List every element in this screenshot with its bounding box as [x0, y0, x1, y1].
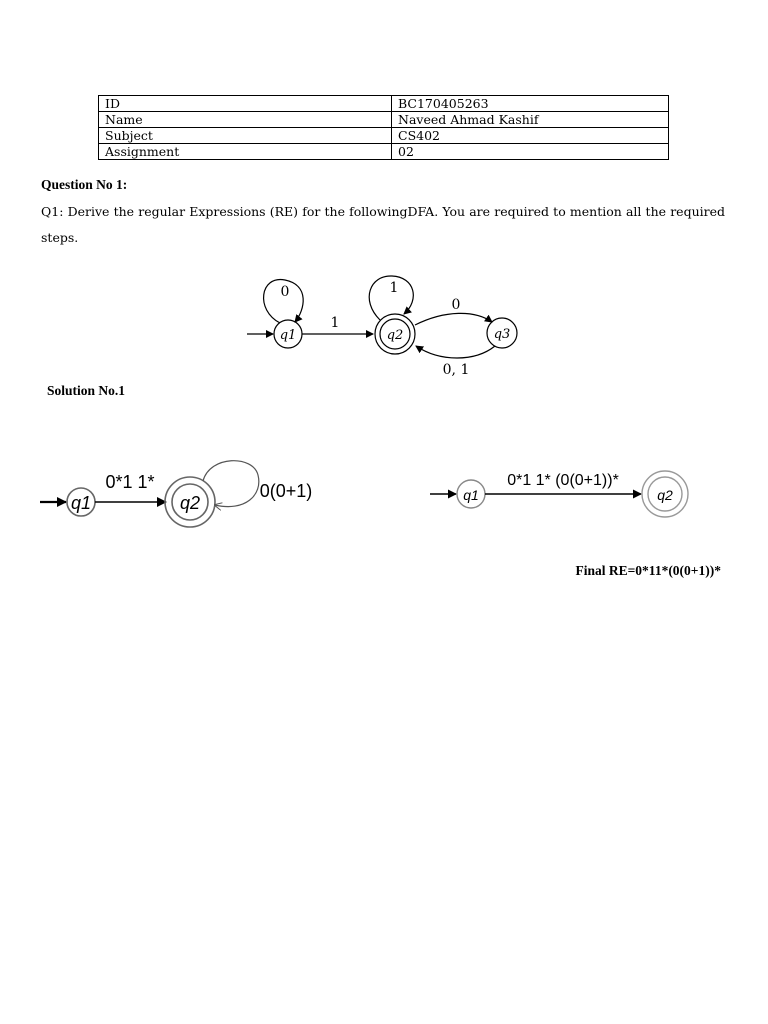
edge-q3-q2-label: 0, 1: [442, 362, 470, 378]
loop-q2-label: 1: [389, 280, 399, 296]
question-heading: Question No 1:: [41, 177, 128, 192]
table-value: 02: [392, 144, 669, 160]
solution-step1-diagram: [35, 450, 320, 550]
edge-q1-q2-label: 1: [330, 315, 340, 331]
state-q1-label: q1: [463, 487, 479, 503]
table-row: [99, 112, 669, 128]
state-q1: [67, 488, 95, 516]
step1-loop-label: 0(0+1): [259, 481, 313, 501]
table-row: [99, 128, 669, 144]
info-table: [98, 95, 669, 160]
table-key: Name: [99, 112, 392, 128]
table-row: [99, 144, 669, 160]
edge-q2-q3: [415, 313, 492, 325]
edge-q3-q2: [416, 346, 495, 358]
solution-step2-diagram: [425, 460, 700, 530]
state-q2-label: q2: [179, 493, 201, 513]
state-q1: [274, 320, 302, 348]
table-value: BC170405263: [392, 96, 669, 112]
table-row: [99, 96, 669, 112]
state-q3: [487, 318, 517, 348]
state-q1-label: q1: [279, 328, 297, 343]
state-q2: [375, 314, 415, 354]
state-q2: [165, 477, 215, 527]
state-q2: [642, 471, 688, 517]
state-q2-label: q2: [657, 487, 673, 503]
dfa-diagram: [240, 270, 530, 385]
state-q1-label: q1: [70, 493, 92, 513]
state-q2-label: q2: [386, 328, 404, 343]
table-value: Naveed Ahmad Kashif: [392, 112, 669, 128]
table-value: CS402: [392, 128, 669, 144]
state-q3-label: q3: [493, 327, 511, 342]
step1-edge-label: 0*1 1*: [105, 472, 155, 492]
state-q1: [457, 480, 485, 508]
edge-q2-q3-label: 0: [451, 297, 461, 313]
table-key: ID: [99, 96, 392, 112]
table-key: Subject: [99, 128, 392, 144]
loop-q2: [203, 461, 259, 507]
loop-q1-label: 0: [280, 284, 290, 300]
final-re: Final RE=0*11*(0(0+1))*: [575, 563, 721, 578]
table-key: Assignment: [99, 144, 392, 160]
question-text: Q1: Derive the regular Expressions (RE) for the followingDFA. You are required to mention all the required steps.: [41, 204, 725, 245]
step2-edge-label: 0*1 1* (0(0+1))*: [507, 472, 619, 489]
solution-heading: Solution No.1: [47, 383, 126, 398]
